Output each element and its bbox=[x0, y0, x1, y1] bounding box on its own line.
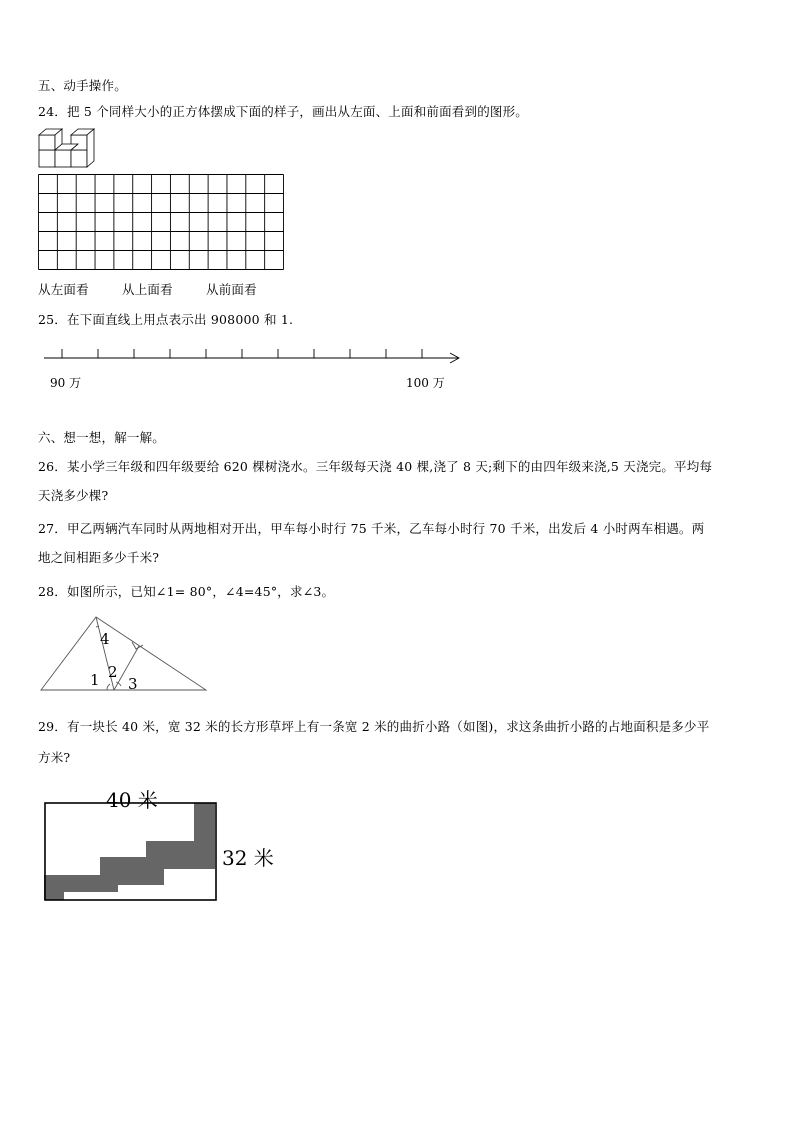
lawn-width-label: 40 米 bbox=[106, 788, 158, 812]
angle-label-4: 4 bbox=[100, 630, 110, 648]
cubes-figure bbox=[38, 128, 98, 170]
drawing-grid[interactable] bbox=[38, 174, 284, 270]
question-29-line-1: 29．有一块长 40 米，宽 32 米的长方形草坪上有一条宽 2 米的曲折小路（如图)，求这条曲折小路的占地面积是多少平 bbox=[38, 719, 710, 734]
section-6-title: 六、想一想，解一解。 bbox=[38, 430, 166, 445]
question-27-line-2: 地之间相距多少千米? bbox=[38, 550, 160, 565]
view-label-front: 从前面看 bbox=[206, 282, 257, 297]
question-24-text: 24．把 5 个同样大小的正方体摆成下面的样子，画出从左面、上面和前面看到的图形。 bbox=[38, 104, 529, 119]
lawn-height-label: 32 米 bbox=[222, 846, 274, 870]
question-29-line-2: 方米? bbox=[38, 750, 71, 765]
view-label-left: 从左面看 bbox=[38, 282, 89, 297]
section-5-title: 五、动手操作。 bbox=[38, 78, 127, 93]
winding-path bbox=[44, 803, 215, 900]
view-label-top: 从上面看 bbox=[122, 282, 173, 297]
angle-label-3: 3 bbox=[128, 675, 138, 693]
lawn-figure bbox=[44, 802, 218, 902]
number-line[interactable] bbox=[44, 344, 464, 368]
number-line-end-label: 100 万 bbox=[406, 376, 445, 390]
angle-label-2: 2 bbox=[108, 663, 118, 681]
question-28-text: 28．如图所示，已知∠1= 80°，∠4=45°，求∠3。 bbox=[38, 584, 335, 599]
angle-label-1: 1 bbox=[90, 671, 100, 689]
question-26-line-2: 天浇多少棵? bbox=[38, 488, 109, 503]
question-26-line-1: 26．某小学三年级和四年级要给 620 棵树浇水。三年级每天浇 40 棵,浇了 8 天;剩下的由四年级来浇,5 天浇完。平均每 bbox=[38, 459, 713, 474]
number-line-start-label: 90 万 bbox=[50, 376, 82, 390]
triangle-figure bbox=[38, 614, 210, 694]
question-27-line-1: 27．甲乙两辆汽车同时从两地相对开出，甲车每小时行 75 千米，乙车每小时行 70 千米，出发后 4 小时两车相遇。两 bbox=[38, 521, 705, 536]
question-25-text: 25．在下面直线上用点表示出 908000 和 1. bbox=[38, 312, 294, 327]
